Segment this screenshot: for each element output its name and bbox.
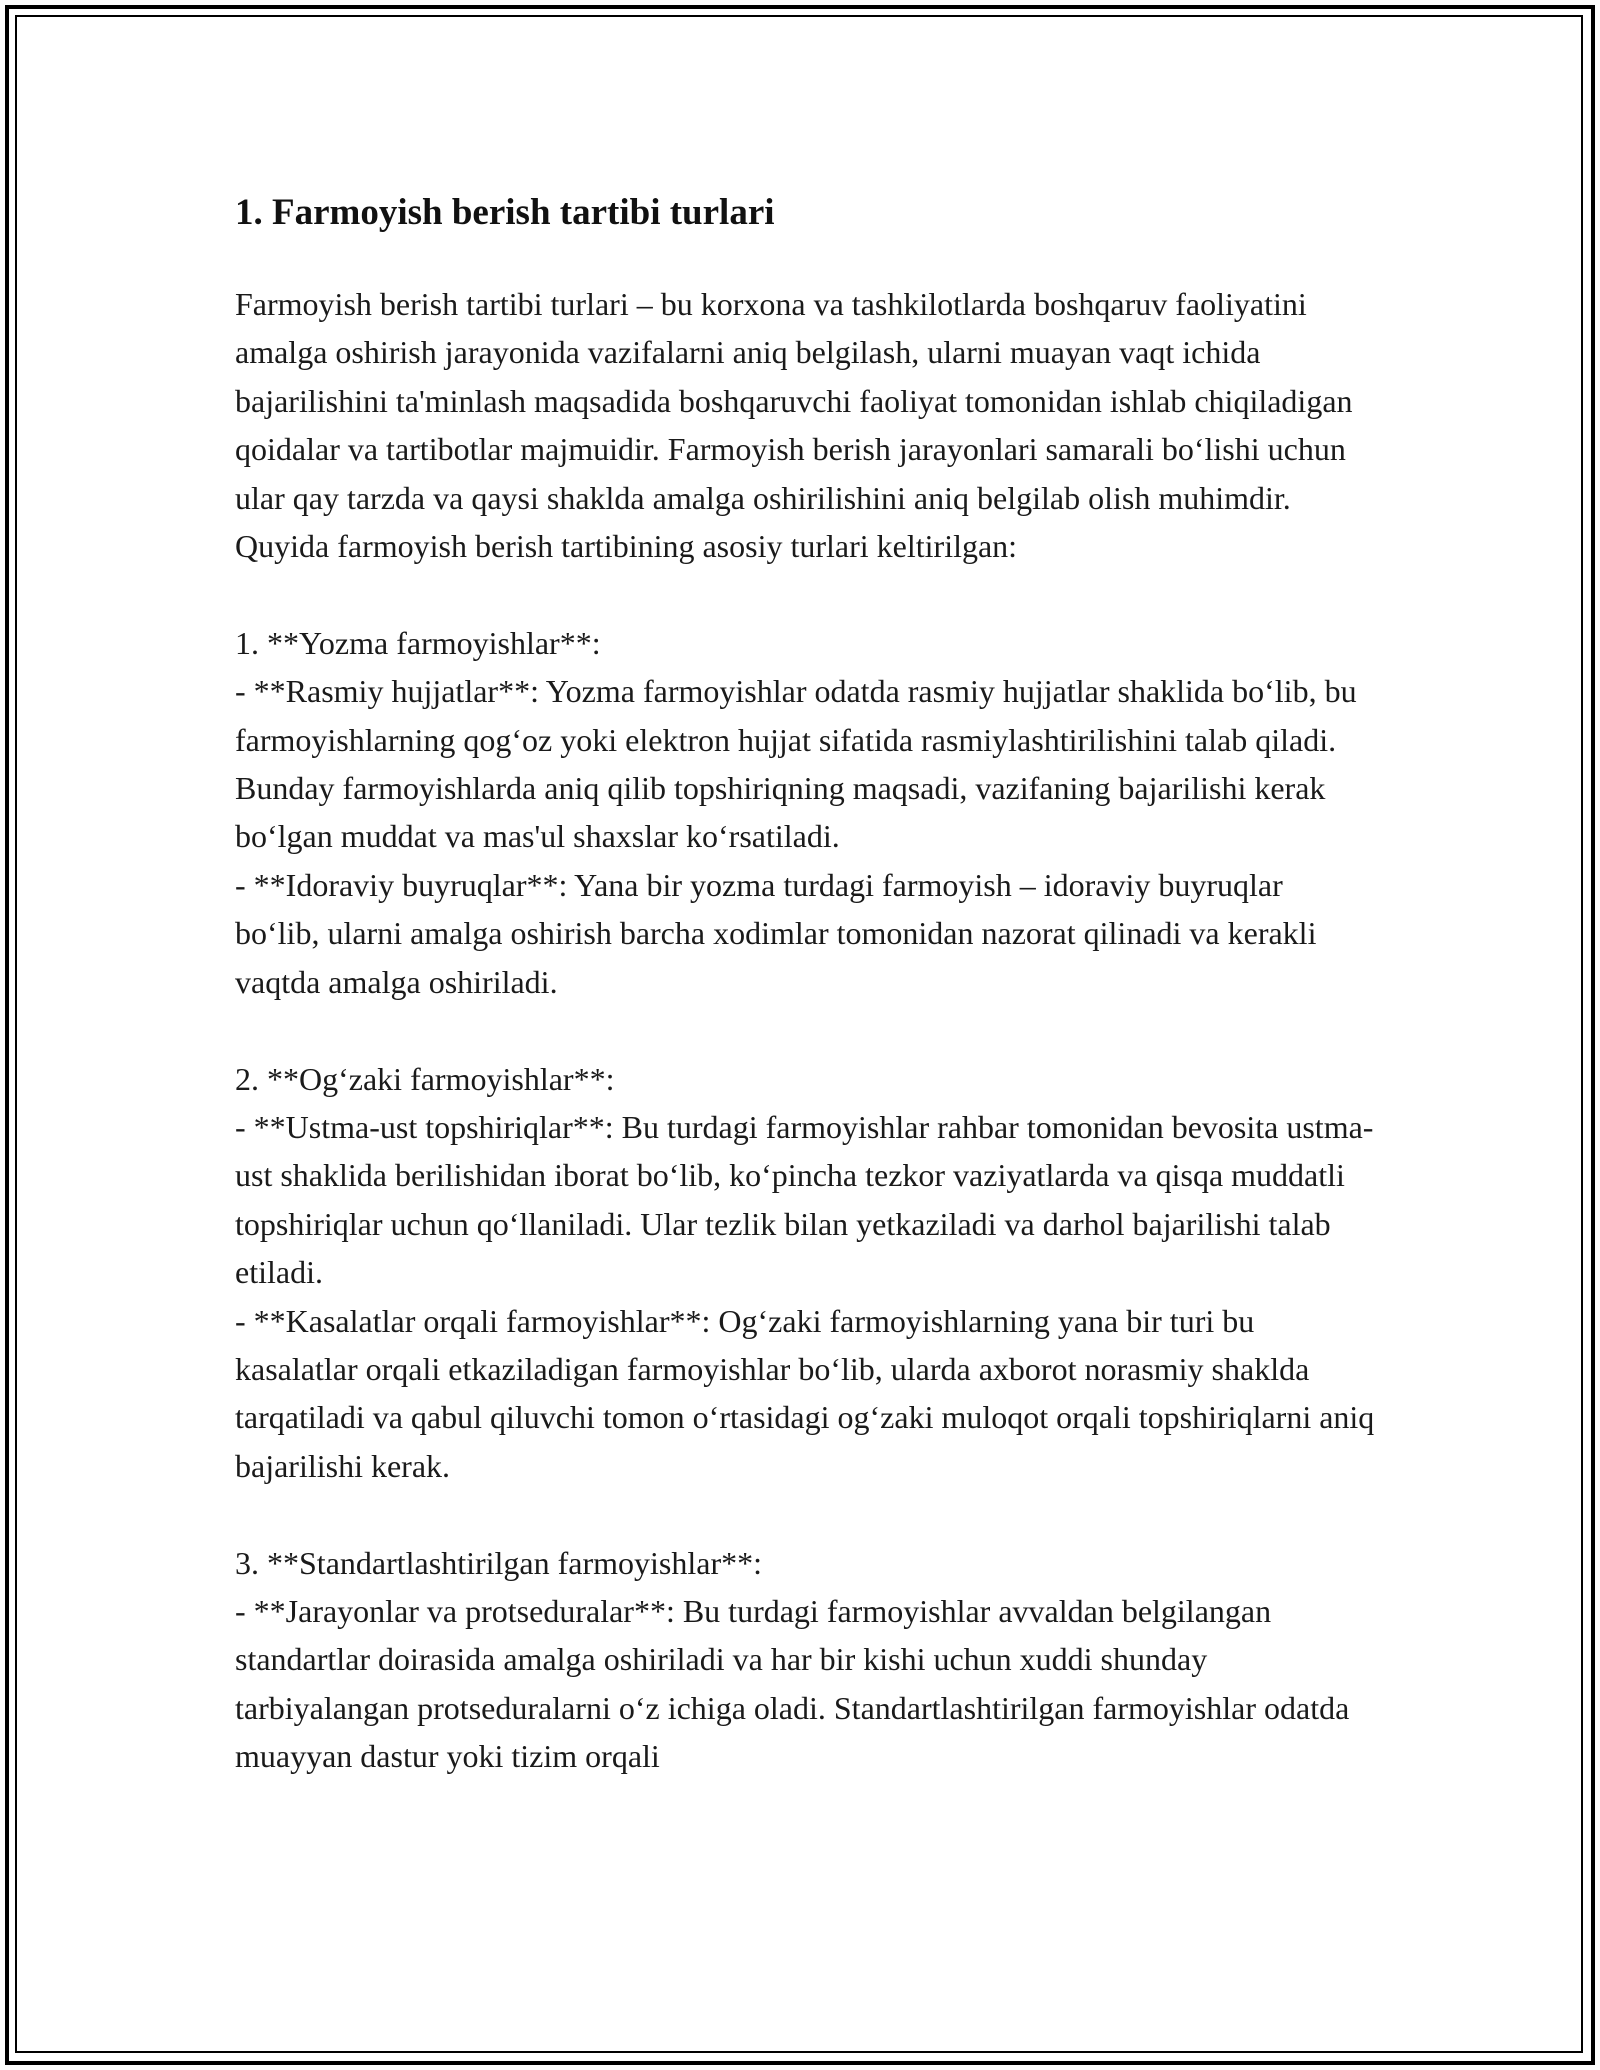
body-text: Farmoyish berish tartibi turlari – bu korxona va tashkilotlarda boshqaruv faoliyatini amalga oshirish jarayonida vazifalarni aniq belgilash, ularni muayan vaqt ichida bajarilishini ta'minlash maqsadida boshqaruvchi faoliyat tomonidan ishlab chiqiladigan qoidalar va tartibotlar majmuidir. Farmoyish berish jarayonlari samarali bo‘lishi uchun ular qay tarzda va qaysi shaklda amalga oshirilishini aniq belgilab olish muhimdir. Quyida farmoyish berish tartibining asosiy turlari keltirilgan: 1. **Yozma farmoyishlar**: - **Rasmiy hujjatlar**: Yozma farmoyishlar odatda rasmiy hujjatlar shaklida bo‘lib, bu farmoyishlarning qog‘oz yoki elektron hujjat sifatida rasmiylashtirilishini talab qiladi. Bunday farmoyishlarda aniq qilib topshiriqning maqsadi, vazifaning bajarilishi kerak bo‘lgan muddat va mas'ul shaxslar ko‘rsatiladi. - **Idoraviy buyruqlar**: Yana bir yozma turdagi farmoyish – idoraviy buyruqlar bo‘lib, ularni amalga oshirish barcha xodimlar tomonidan nazorat qilinadi va kerakli vaqtda amalga oshiriladi. 2. **Og‘zaki farmoyishlar**: - **Ustma-ust topshiriqlar**: Bu turdagi farmoyishlar rahbar tomonidan bevosita ustma-ust shaklida berilishidan iborat bo‘lib, ko‘pincha tezkor vaziyatlarda va qisqa muddatli topshiriqlar uchun qo‘llaniladi. Ular tezlik bilan yetkaziladi va darhol bajarilishi talab etiladi. - **Kasalatlar orqali farmoyishlar**: Og‘zaki farmoyishlarning yana bir turi bu kasalatlar orqali etkaziladigan farmoyishlar bo‘lib, ularda axborot norasmiy shaklda tarqatiladi va qabul qiluvchi tomon o‘rtasidagi og‘zaki muloqot orqali topshiriqlarni aniq bajarilishi kerak. 3. **Standartlashtirilgan farmoyishlar**: - **Jarayonlar va protseduralar**: Bu turdagi farmoyishlar avvaldan belgilangan standartlar doirasida amalga oshiriladi va har bir kishi uchun xuddi shunday tarbiyalangan protseduralarni o‘z ichiga oladi. Standartlashtirilgan farmoyishlar odatda muayyan dastur yoki tizim orqali — [235, 286, 1375, 1775]
document-content — [235, 186, 1375, 1781]
section-heading: 1. Farmoyish berish tartibi turlari — [235, 192, 775, 233]
